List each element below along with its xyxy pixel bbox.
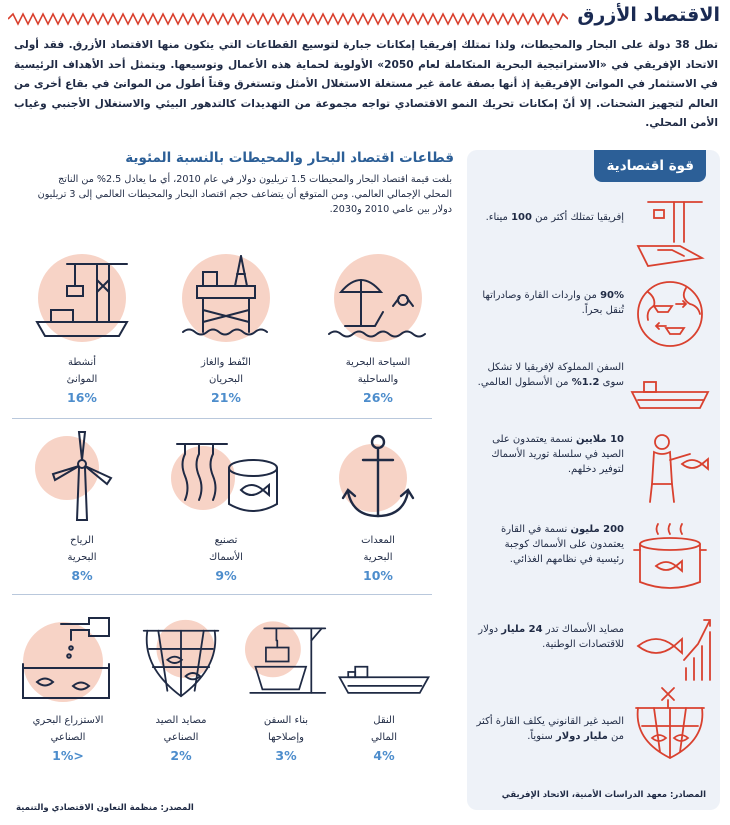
fact-item: [467, 686, 720, 766]
sector-percent: 10%: [363, 568, 393, 583]
header: [8, 4, 722, 32]
illegal-fishing-net-icon: [628, 686, 712, 762]
sector-industrial-fisheries: [128, 608, 234, 768]
fish-pot-icon: [628, 520, 712, 596]
cargo-ship-icon: [628, 358, 712, 434]
sector-percent: 16%: [67, 390, 97, 405]
row-divider: [12, 594, 432, 595]
fact-item: [467, 276, 720, 356]
fact-text: 90% من واردات القارة وصادراتها تُنقل بحراً.: [482, 290, 624, 316]
fact-text: 200 مليون نسمة في القارة يعتمدون على الأسماك كوجبة رئيسية في نظامهم الغذائي.: [500, 524, 624, 565]
sector-label: النقل المالي: [370, 715, 398, 743]
sector-percent: 26%: [363, 390, 393, 405]
oil-rig-icon: [171, 250, 281, 350]
sector-label: النّفط والغاز البحريان: [201, 357, 251, 385]
sector-coastal-tourism: [318, 250, 438, 410]
intro-paragraph: تطل 38 دولة على البحار والمحيطات، ولذا تمتلك إفريقيا إمكانات جبارة لتوسيع القطاعات التي يتكون منها الاقتصاد الأزرق. فقد أولى الاتحاد الإفريقي في «الاستراتيجية البحرية المتكاملة لعام 2050» الأولوية لحماية هذه الأعمال وتوسيعها. ويتمثل أحد الأهداف الرئيسية في الاستثمار في الموانئ الإفريقية إذ أنها بصفة عامة غير مستغلة الاستغلال الأمثل وتستغرق وقتاً أطول من الموانئ في بقاع أخرى من العالم لتجهيز الشحنات. إلا أنّ إمكانات تحريك النمو الاقتصادي تواجه مجموعة من التهديدات كالتدهور البيئي والاستغلال الأجنبي وغياب الأمن المحلي.: [14, 39, 718, 129]
canned-fish-icon: [171, 428, 281, 528]
economic-power-panel: [467, 150, 720, 810]
fact-text: الصيد غير القانوني يكلف القارة أكثر من مليار دولار سنوياً.: [476, 716, 624, 742]
sector-percent: 8%: [71, 568, 93, 583]
fisherman-icon: [628, 430, 712, 506]
sector-label: تصنيع الأسماك: [209, 535, 243, 563]
sector-offshore-wind: [22, 428, 142, 588]
sector-label: أنشطة الموانئ: [66, 357, 98, 385]
sector-percent: 9%: [215, 568, 237, 583]
sectors-intro: بلغت قيمة اقتصاد البحار والمحيطات 1.5 تريليون دولار في عام 2010، أي ما يعادل 2.5% من الناتج المحلي الإجمالي العالمي. ومن المتوقع أن يتضاعف حجم اقتصاد البحار والمحيطات العالمي إلى 3 تريليون دولار بين عامي 2010 و2030.: [37, 174, 452, 215]
aquaculture-tank-icon: [13, 608, 123, 708]
fact-item: [467, 196, 720, 276]
sector-percent: <1%: [52, 748, 84, 763]
sector-label: الرياح البحرية: [67, 535, 97, 563]
sector-offshore-oil-gas: [166, 250, 286, 410]
fishing-net-icon: [131, 608, 231, 708]
row-divider: [12, 418, 432, 419]
sector-shipbuilding: [236, 608, 336, 768]
fact-text: السفن المملوكة لإفريقيا لا تشكل سوى 1.2% من الأسطول العالمي.: [477, 362, 624, 388]
port-crane-ship-icon: [628, 196, 712, 272]
sectors-source: المصدر: منظمة التعاون الاقتصادي والتنمية: [16, 803, 194, 813]
sector-port-activities: [22, 250, 142, 410]
zigzag-decoration: [8, 12, 568, 26]
panel-title: قوة اقتصادية: [594, 150, 706, 182]
sector-label: مصايد الصيد الصناعي: [155, 715, 207, 743]
sector-percent: 3%: [275, 748, 297, 763]
globe-trade-icon: [628, 276, 712, 352]
fact-item: [467, 520, 720, 600]
sector-label: الاستزراع البحري الصناعي: [32, 715, 104, 743]
anchor-icon: [323, 428, 433, 528]
sectors-title: قطاعات اقتصاد البحار والمحيطات بالنسبة المئوية: [125, 150, 454, 166]
sector-label: المعدات البحرية: [361, 535, 395, 563]
beach-umbrella-swimmer-icon: [323, 250, 433, 350]
port-crane-icon: [27, 250, 137, 350]
sector-financial-transport: [334, 608, 434, 768]
wind-turbine-icon: [27, 428, 137, 528]
sector-label: بناء السفن وإصلاحها: [263, 715, 309, 743]
fact-text: 10 ملايين نسمة يعتمدون على الصيد في سلسلة توريد الأسماك لتوفير دخلهم.: [491, 434, 624, 475]
sector-percent: 2%: [170, 748, 192, 763]
sector-industrial-aquaculture: [10, 608, 126, 768]
fact-text: إفريقيا تمتلك أكثر من 100 ميناء.: [485, 212, 624, 223]
sector-fish-processing: [166, 428, 286, 588]
shipbuilding-crane-icon: [238, 608, 334, 708]
sector-label: السياحة البحرية والساحلية: [345, 357, 411, 385]
sector-percent: 21%: [211, 390, 241, 405]
cargo-ship-icon: [336, 608, 432, 708]
fact-item: [467, 430, 720, 510]
fact-text: مصايد الأسماك تدر 24 مليار دولار للاقتصادات الوطنية.: [478, 624, 624, 650]
fact-item: [467, 358, 720, 438]
sector-percent: 4%: [373, 748, 395, 763]
fish-growth-chart-icon: [628, 610, 712, 686]
fact-item: [467, 610, 720, 690]
page-title: الاقتصاد الأزرق: [577, 4, 720, 26]
sector-marine-equipment: [318, 428, 438, 588]
panel-source: المصادر: معهد الدراسات الأمنية، الاتحاد الإفريقي: [501, 790, 706, 800]
